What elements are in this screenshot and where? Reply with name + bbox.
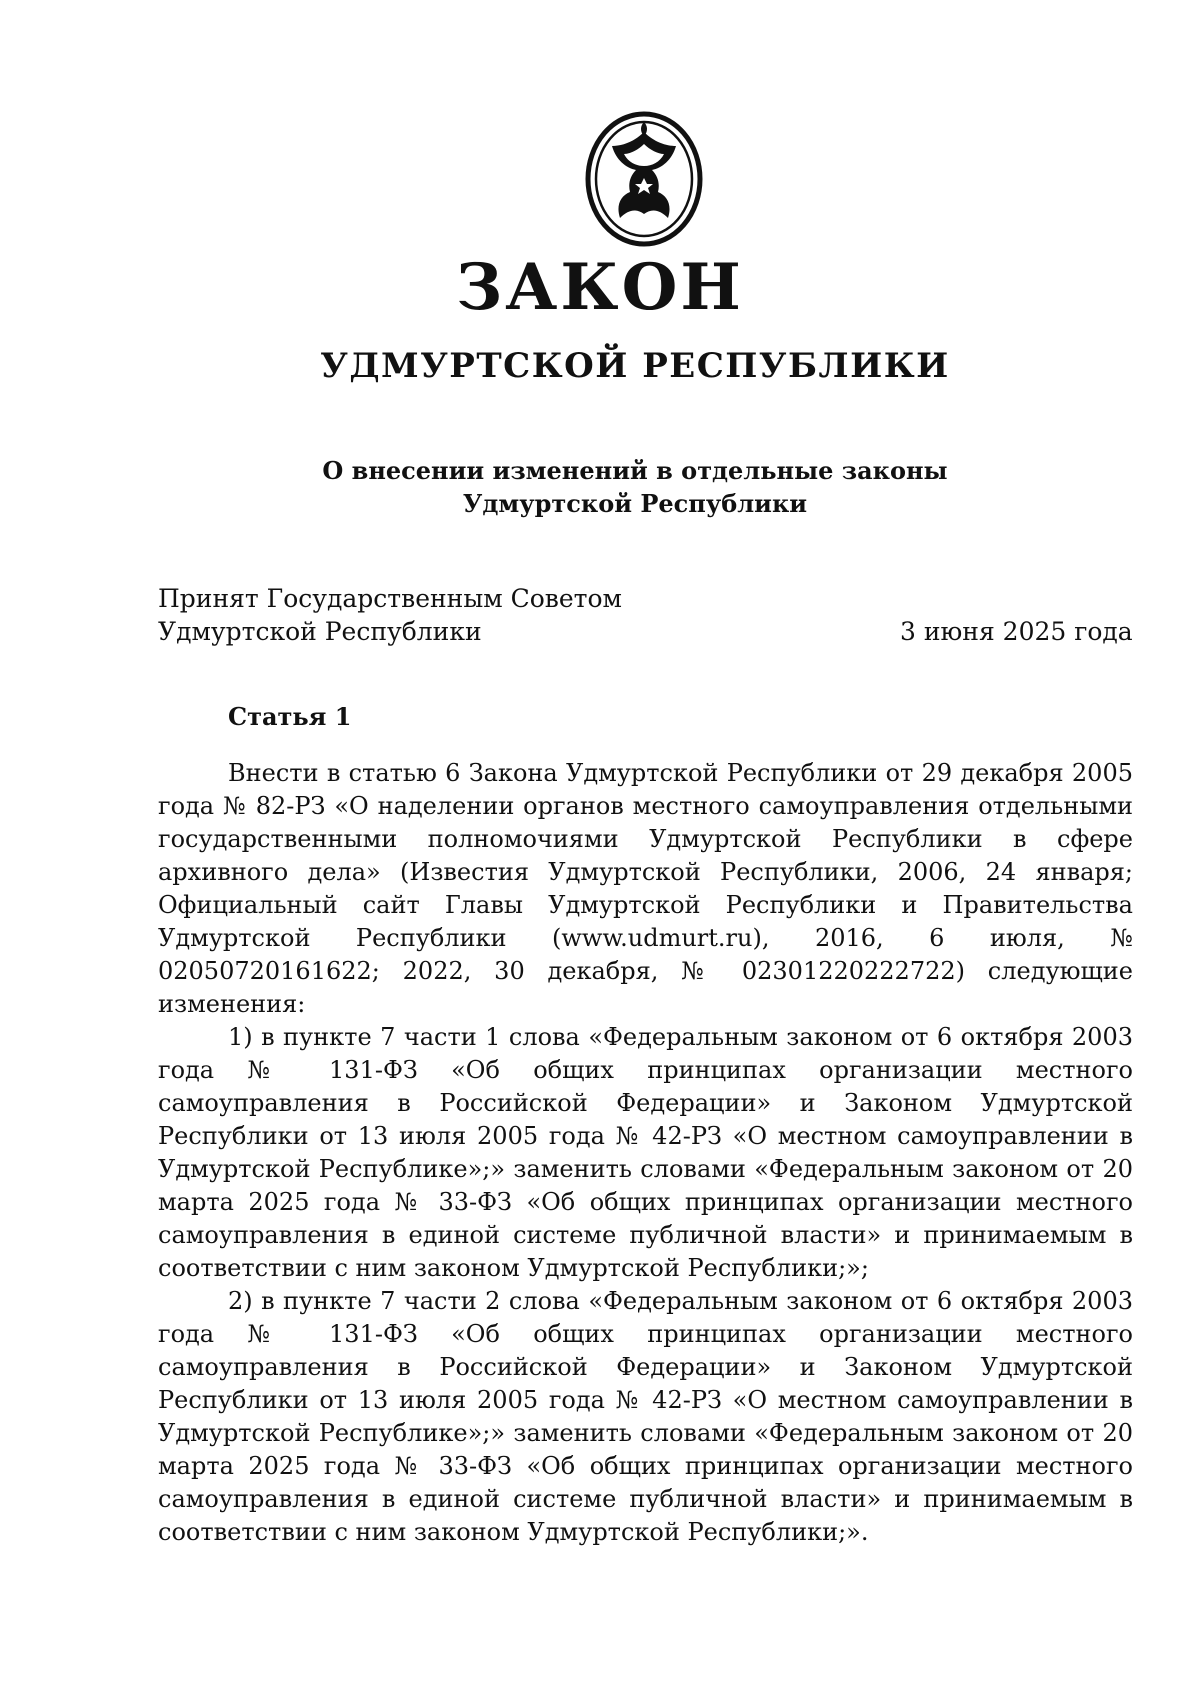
adoption-line-1: Принят Государственным Советом <box>158 584 622 613</box>
document-subtitle: УДМУРТСКОЙ РЕСПУБЛИКИ <box>320 346 950 386</box>
article-title: Статья 1 <box>228 702 352 731</box>
law-name-line-2: Удмуртской Республики <box>462 489 808 518</box>
document-title: ЗАКОН <box>456 250 744 325</box>
udmurt-coat-of-arms-icon <box>584 110 704 248</box>
law-name <box>0 454 1200 520</box>
article-intro-paragraph: Внести в статью 6 Закона Удмуртской Республики от 29 декабря 2005 года № 82-РЗ «О наделении органов местного самоуправления отдельными государственными полномочиями Удмуртской Республики в сфере архивного дела» (Известия Удмуртской Республики, 2006, 24 января; Официальный сайт Главы Удмуртской Республики и Правительства Удмуртской Республики (www.udmurt.ru), 2016, 6 июля, № 02050720161622; 2022, 30 декабря, № 02301220222722) следующие изменения: <box>158 759 1133 1018</box>
article-body <box>158 757 1133 1549</box>
adoption-info <box>158 582 622 648</box>
law-name-line-1: О внесении изменений в отдельные законы <box>322 456 948 485</box>
adoption-date: 3 июня 2025 года <box>900 617 1133 646</box>
article-item-2: 2) в пункте 7 части 2 слова «Федеральным законом от 6 октября 2003 года № 131-ФЗ «Об общих принципах организации местного самоуправления в Российской Федерации» и Законом Удмуртской Республики от 13 июля 2005 года № 42-РЗ «О местном самоуправлении в Удмуртской Республике»;» заменить словами «Федеральным законом от 20 марта 2025 года № 33-ФЗ «Об общих принципах организации местного самоуправления в единой системе публичной власти» и принимаемым в соответствии с ним законом Удмуртской Республики;». <box>158 1287 1133 1546</box>
adoption-line-2: Удмуртской Республики <box>158 617 482 646</box>
article-item-1: 1) в пункте 7 части 1 слова «Федеральным законом от 6 октября 2003 года № 131-ФЗ «Об общих принципах организации местного самоуправления в Российской Федерации» и Законом Удмуртской Республики от 13 июля 2005 года № 42-РЗ «О местном самоуправлении в Удмуртской Республике»;» заменить словами «Федеральным законом от 20 марта 2025 года № 33-ФЗ «Об общих принципах организации местного самоуправления в единой системе публичной власти» и принимаемым в соответствии с ним законом Удмуртской Республики;»; <box>158 1023 1133 1282</box>
